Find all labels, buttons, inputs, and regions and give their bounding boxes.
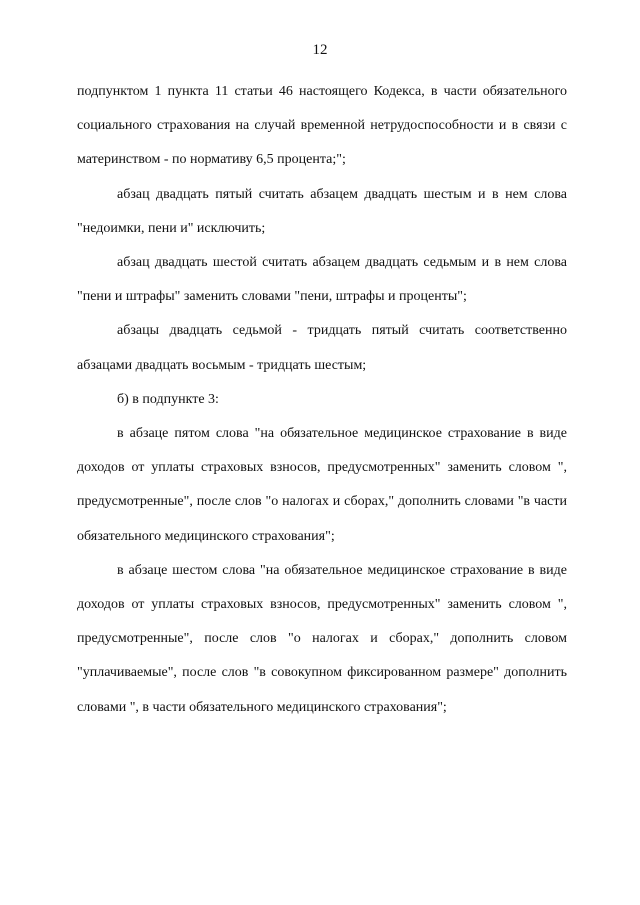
document-body bbox=[77, 75, 567, 725]
page-number: 12 bbox=[312, 42, 328, 58]
paragraph-4: абзацы двадцать седьмой - тридцать пятый считать соответственно абзацами двадцать восьмым - тридцать шестым; bbox=[77, 323, 567, 373]
paragraph-5: б) в подпункте 3: bbox=[117, 391, 219, 407]
paragraph-2: абзац двадцать пятый считать абзацем двадцать шестым и в нем слова "недоимки, пени и" исключить; bbox=[77, 186, 567, 236]
paragraph-3: абзац двадцать шестой считать абзацем двадцать седьмым и в нем слова "пени и штрафы" заменить словами "пени, штрафы и проценты"; bbox=[77, 255, 567, 305]
paragraph-6: в абзаце пятом слова "на обязательное медицинское страхование в виде доходов от уплаты страховых взносов, предусмотренных" заменить словом ", предусмотренные", после слов "о налогах и сборах," дополнить словами "в части обязательного медицинского страхования"; bbox=[77, 426, 567, 544]
paragraph-7: в абзаце шестом слова "на обязательное медицинское страхование в виде доходов от уплаты страховых взносов, предусмотренных" заменить словом ", предусмотренные", после слов "о налогах и сборах," дополнить словом "уплачиваемые", после слов "в совокупном фиксированном размере" дополнить словами ", в части обязательного медицинского страхования"; bbox=[77, 562, 567, 715]
paragraph-1: подпунктом 1 пункта 11 статьи 46 настоящего Кодекса, в части обязательного социального страхования на случай временной нетрудоспособности и в связи с материнством - по нормативу 6,5 процента;"; bbox=[77, 84, 567, 168]
